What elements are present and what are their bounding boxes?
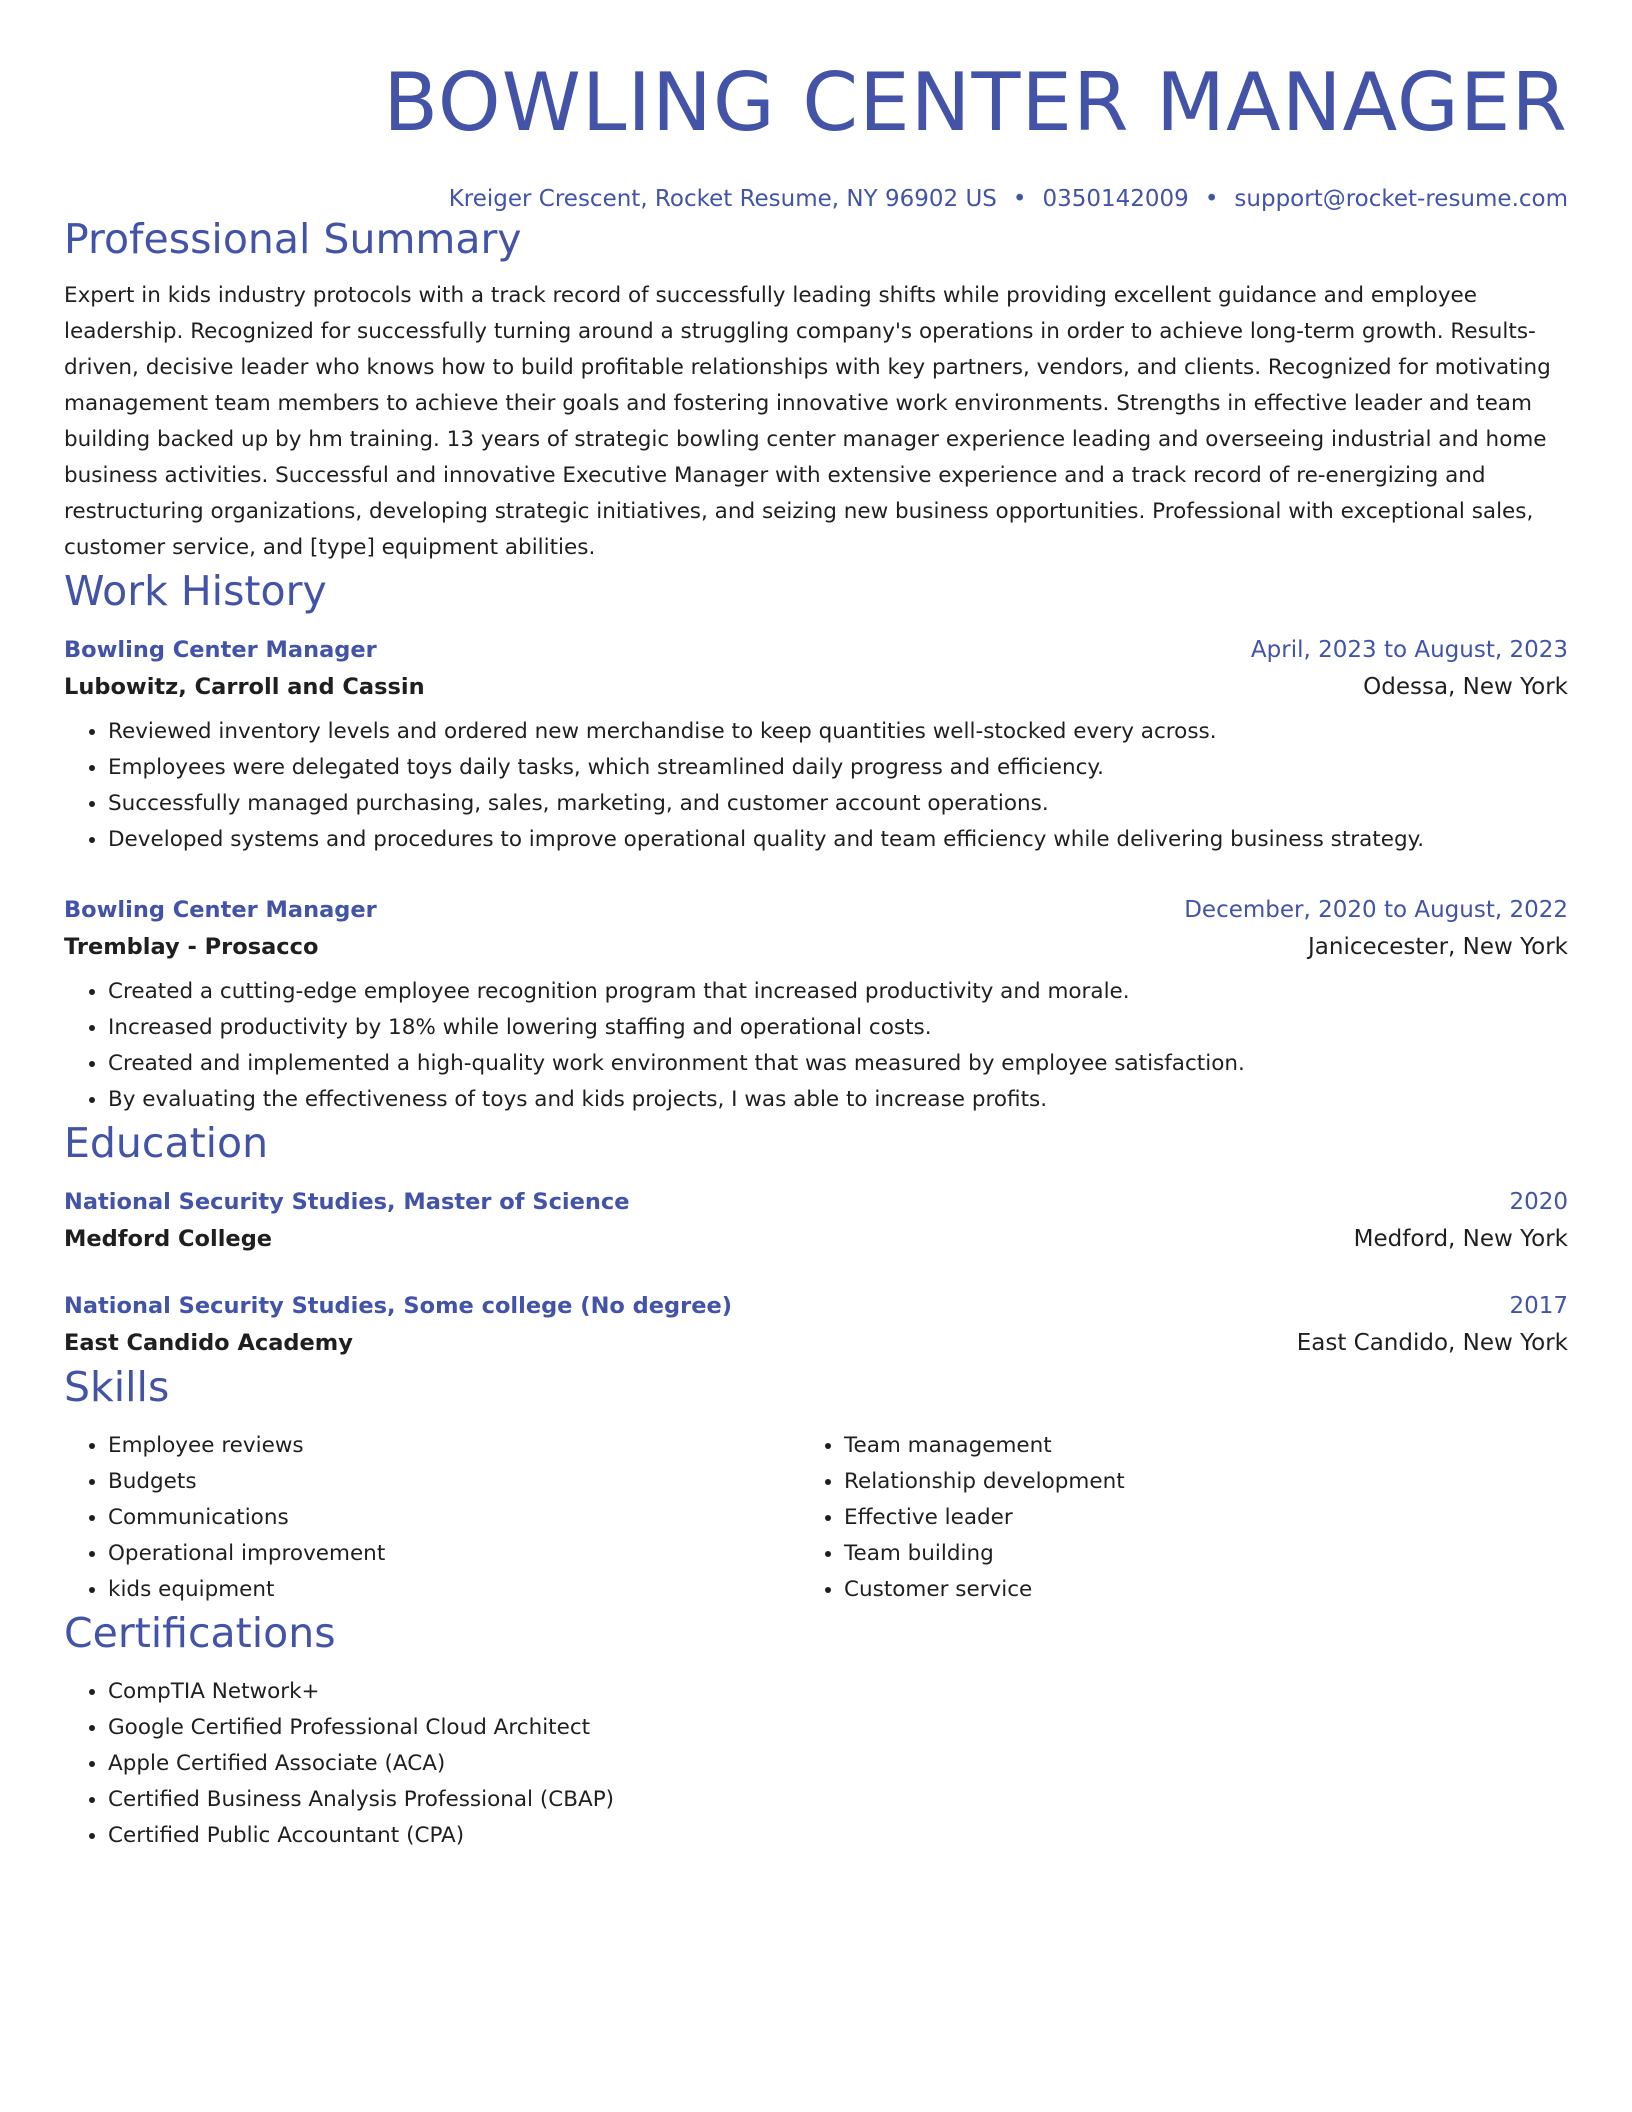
skills-left-list: [64, 1428, 800, 1608]
education-school: East Candido Academy: [64, 1330, 353, 1356]
job-entry: [64, 632, 1568, 858]
skill-item: • Effective leader: [844, 1500, 1536, 1536]
job-bullet: • Successfully managed purchasing, sales, marketing, and customer account operations.: [108, 786, 1568, 822]
job-bullet: • Created and implemented a high-quality work environment that was measured by employee satisfaction.: [108, 1046, 1568, 1082]
education-heading: Education: [64, 1119, 269, 1167]
job-bullets: [64, 974, 1568, 1118]
skill-item: • Team management: [844, 1428, 1536, 1464]
education-location: East Candido, New York: [1296, 1330, 1568, 1356]
skills-columns: [64, 1428, 1568, 1608]
education-entry: [64, 1184, 1568, 1258]
job-dates: April, 2023 to August, 2023: [1250, 637, 1568, 663]
job-employer: Lubowitz, Carroll and Cassin: [64, 674, 425, 700]
contact-phone: 0350142009: [1042, 186, 1189, 212]
skills-heading: Skills: [64, 1363, 170, 1411]
job-employer: Tremblay - Prosacco: [64, 934, 319, 960]
education-degree-row: [64, 1288, 1568, 1324]
job-title-row: [64, 892, 1568, 928]
education-year: 2017: [1509, 1293, 1568, 1319]
contact-address: Kreiger Crescent, Rocket Resume, NY 96902 US: [448, 186, 997, 212]
certification-item: • Apple Certified Associate (ACA): [108, 1746, 1568, 1782]
job-employer-row: [64, 928, 1568, 966]
job-employer-row: [64, 668, 1568, 706]
skill-item: • Relationship development: [844, 1464, 1536, 1500]
skill-item: • Communications: [108, 1500, 800, 1536]
skills-right-list: [800, 1428, 1536, 1608]
certification-item: • CompTIA Network+: [108, 1674, 1568, 1710]
summary-heading: Professional Summary: [64, 215, 522, 263]
skill-item: • kids equipment: [108, 1572, 800, 1608]
job-bullet: • Created a cutting-edge employee recognition program that increased productivity and morale.: [108, 974, 1568, 1010]
education-school: Medford College: [64, 1226, 273, 1252]
job-entry: [64, 892, 1568, 1118]
education-school-row: [64, 1220, 1568, 1258]
contact-separator: •: [1012, 186, 1027, 212]
job-bullet: • Increased productivity by 18% while lowering staffing and operational costs.: [108, 1010, 1568, 1046]
job-bullet: • Developed systems and procedures to improve operational quality and team efficiency while delivering business strategy.: [108, 822, 1568, 858]
contact-line: [64, 184, 1568, 214]
skill-item: • Budgets: [108, 1464, 800, 1500]
contact-separator: •: [1204, 186, 1219, 212]
job-bullet: • Reviewed inventory levels and ordered new merchandise to keep quantities well-stocked every across.: [108, 714, 1568, 750]
certification-item: • Google Certified Professional Cloud Architect: [108, 1710, 1568, 1746]
resume-name: BOWLING CENTER MANAGER: [383, 56, 1568, 149]
education-degree: National Security Studies, Some college (No degree): [64, 1293, 733, 1319]
education-year: 2020: [1509, 1189, 1568, 1215]
job-dates: December, 2020 to August, 2022: [1184, 897, 1568, 923]
job-bullet: • Employees were delegated toys daily tasks, which streamlined daily progress and efficiency.: [108, 750, 1568, 786]
job-bullet: • By evaluating the effectiveness of toys and kids projects, I was able to increase profits.: [108, 1082, 1568, 1118]
job-bullets: [64, 714, 1568, 858]
education-location: Medford, New York: [1353, 1226, 1568, 1252]
skill-item: • Team building: [844, 1536, 1536, 1572]
job-title: Bowling Center Manager: [64, 637, 377, 663]
contact-email[interactable]: support@rocket-resume.com: [1234, 186, 1568, 212]
certifications-list: [64, 1674, 1568, 1854]
education-entry: [64, 1288, 1568, 1362]
education-degree-row: [64, 1184, 1568, 1220]
education-degree: National Security Studies, Master of Science: [64, 1189, 630, 1215]
skill-item: • Operational improvement: [108, 1536, 800, 1572]
skill-item: • Employee reviews: [108, 1428, 800, 1464]
education-school-row: [64, 1324, 1568, 1362]
job-location: Janicecester, New York: [1308, 934, 1568, 960]
job-location: Odessa, New York: [1363, 674, 1568, 700]
job-title-row: [64, 632, 1568, 668]
certification-item: • Certified Public Accountant (CPA): [108, 1818, 1568, 1854]
work-history-heading: Work History: [64, 567, 327, 615]
certification-item: • Certified Business Analysis Professional (CBAP): [108, 1782, 1568, 1818]
job-title: Bowling Center Manager: [64, 897, 377, 923]
skill-item: • Customer service: [844, 1572, 1536, 1608]
summary-text: Expert in kids industry protocols with a track record of successfully leading shifts while providing excellent guidance and employee leadership. Recognized for successfully turning around a struggling company's operations in order to achieve long-term growth. Results-driven, decisive leader who knows how to build profitable relationships with key partners, vendors, and clients. Recognized for motivating management team members to achieve their goals and fostering innovative work environments. Strengths in effective leader and team building backed up by hm training. 13 years of strategic bowling center manager experience leading and overseeing industrial and home business activities. Successful and innovative Executive Manager with extensive experience and a track record of re-energizing and restructuring organizations, developing strategic initiatives, and seizing new business opportunities. Professional with exceptional sales, customer service, and [type] equipment abilities.: [64, 283, 1551, 560]
certifications-heading: Certifications: [64, 1609, 336, 1657]
